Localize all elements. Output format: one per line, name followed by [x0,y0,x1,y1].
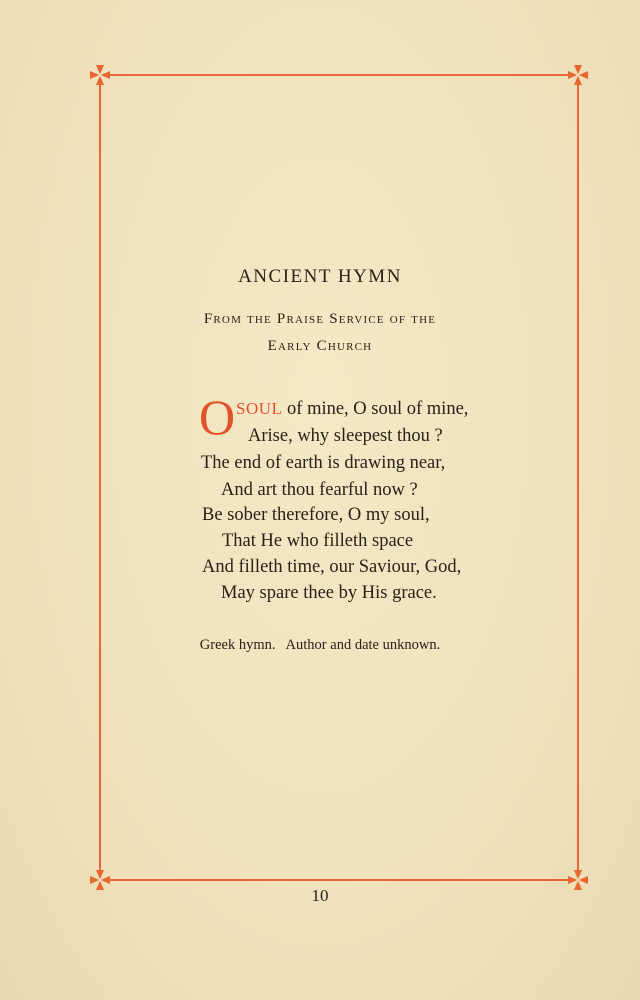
poem-line-6: That He who filleth space [222,531,414,551]
subtitle-line-1: From the Praise Service of the [203,311,437,327]
page-number: 10 [311,886,329,905]
poem-line-4: And art thou fearful now ? [221,480,418,500]
frame-right-line [577,84,579,870]
cross-pattee-icon [567,64,589,86]
subtitle-line-2: Early Church [267,338,373,354]
attribution: Greek hymn. Author and date unknown. [199,637,441,653]
page-title: ANCIENT HYMN [238,266,402,287]
poem-line-5: Be sober therefore, O my soul, [202,505,430,525]
first-word: SOUL [236,399,283,418]
poem-line-8: May spare thee by His grace. [221,583,437,603]
drop-cap: O [199,389,236,445]
frame-bottom-line [108,879,568,881]
frame-top-line [108,74,568,76]
frame-left-line [99,84,101,870]
poem-line-3: The end of earth is drawing near, [201,453,446,473]
poem-line-7: And filleth time, our Saviour, God, [202,557,462,577]
poem-line-1: SOUL of mine, O soul of mine, [236,399,469,419]
poem-line-2: Arise, why sleepest thou ? [248,426,443,446]
cross-pattee-icon [89,64,111,86]
